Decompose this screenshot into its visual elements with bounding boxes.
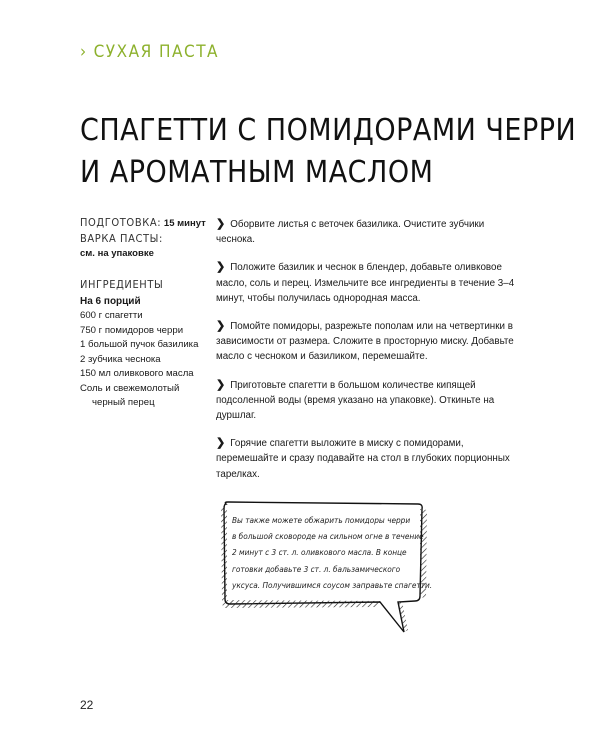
step-text: Положите базилик и чеснок в блендер, добавьте оливковое масло, соль и перец. Измельчите все ингредиенты в течение 3–4 минут, чтобы получилась однородная масса. bbox=[216, 262, 515, 304]
chevron-right-icon: ❯ bbox=[216, 437, 226, 450]
chevron-right-icon: ❯ bbox=[216, 261, 226, 274]
prep-label: ПОДГОТОВКА: bbox=[80, 216, 162, 229]
prep-time bbox=[80, 215, 210, 231]
recipe-step bbox=[216, 260, 521, 306]
tip-line: 2 минут с 3 ст. л. оливкового масла. В конце bbox=[232, 547, 407, 558]
recipe-step bbox=[216, 319, 521, 365]
ingredient-item: Соль и свежемолотый bbox=[80, 382, 180, 394]
page-number: 22 bbox=[80, 698, 94, 712]
step-text: Оборвите листья с веточек базилика. Очистите зубчики чеснока. bbox=[216, 219, 485, 246]
cook-label: ВАРКА ПАСТЫ: bbox=[80, 232, 163, 245]
ingredient-item: 600 г спагетти bbox=[80, 310, 143, 321]
prep-value: 15 минут bbox=[163, 218, 206, 229]
ingredient-item: 1 большой пучок базилика bbox=[80, 339, 199, 350]
section-heading bbox=[80, 42, 219, 62]
ingredient-item: черный перец bbox=[92, 397, 155, 408]
chevron-right-icon: ❯ bbox=[216, 378, 226, 391]
tip-line: уксуса. Получившимся соусом заправьте спагетти. bbox=[232, 579, 433, 590]
recipe-title-line-2: И АРОМАТНЫМ МАСЛОМ bbox=[80, 155, 434, 190]
step-text: Горячие спагетти выложите в миску с помидорами, перемешайте и сразу подавайте на стол в глубоких порционных тарелках. bbox=[216, 438, 510, 480]
step-text: Приготовьте спагетти в большом количестве кипящей подсоленной воды (время указано на упаковке). Откиньте на дуршлаг. bbox=[216, 379, 495, 422]
recipe-step bbox=[216, 217, 521, 247]
section-label: СУХАЯ ПАСТА bbox=[93, 42, 219, 62]
tip-line: в большой сковороде на сильном огне в течение bbox=[232, 531, 424, 542]
ingredient-item: 150 мл оливкового масла bbox=[80, 368, 194, 379]
recipe-meta bbox=[80, 215, 210, 411]
tip-text bbox=[232, 512, 460, 593]
ingredient-item: 750 г помидоров черри bbox=[80, 324, 184, 336]
ingredients-label: ИНГРЕДИЕНТЫ bbox=[80, 278, 164, 291]
step-text: Помойте помидоры, разрежьте пополам или на четвертинки в зависимости от размера. Сложите в просторную миску. Добавьте масло с чесноком и базиликом, перемешайте. bbox=[216, 321, 514, 363]
ingredient-item: 2 зубчика чеснока bbox=[80, 353, 161, 365]
portion-count: На 6 порций bbox=[80, 296, 141, 307]
cook-value: см. на упаковке bbox=[80, 248, 154, 259]
tip-line: Вы также можете обжарить помидоры черри bbox=[232, 515, 411, 525]
recipe-step bbox=[216, 378, 521, 424]
tip-line: готовки добавьте 3 ст. л. бальзамического bbox=[232, 563, 401, 574]
recipe-step bbox=[216, 436, 521, 482]
chevron-right-icon: ❯ bbox=[216, 320, 226, 333]
chevron-right-icon: › bbox=[80, 42, 88, 62]
recipe-title-line-1: СПАГЕТТИ С ПОМИДОРАМИ ЧЕРРИ bbox=[80, 113, 577, 148]
recipe-steps bbox=[216, 217, 521, 495]
recipe-title bbox=[80, 110, 577, 194]
chevron-right-icon: ❯ bbox=[216, 218, 226, 230]
